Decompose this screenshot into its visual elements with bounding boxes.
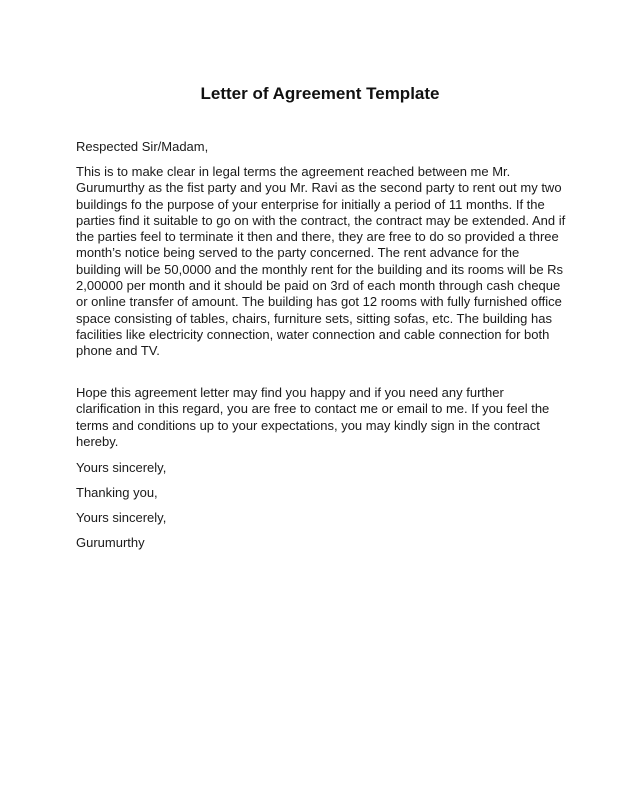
closing-yours-sincerely-second: Yours sincerely, [76, 510, 167, 525]
salutation: Respected Sir/Madam, [76, 139, 209, 154]
signature-name: Gurumurthy [76, 535, 145, 550]
document-title: Letter of Agreement Template [200, 84, 440, 103]
paragraph-terms: This is to make clear in legal terms the agreement reached between me Mr. Gurumurthy as the fist party and you Mr. Ravi as the second party to rent out my two buildings fo the purpose of your enterprise for initially a period of 11 months. If the parties find it suitable to go on with the contract, the contract may be extended. And if the parties feel to terminate it then and there, they are free to do so provided a three month’s notice being served to the party concerned. The rent advance for the building will be 50,0000 and the monthly rent for the building and its rooms will be Rs 2,00000 per month and it should be paid on 3rd of each month through cash cheque or online transfer of amount. The building has got 12 rooms with fully furnished office space consisting of tables, chairs, furniture sets, sitting sofas, etc. The building has facilities like electricity connection, water connection and cable connection for both phone and TV. [76, 164, 566, 359]
closing-thanking-you: Thanking you, [76, 485, 158, 500]
paragraph-closing-note: Hope this agreement letter may find you happy and if you need any further clarification in this regard, you are free to contact me or email to me. If you feel the terms and conditions up to your expectations, you may kindly sign in the contract hereby. [76, 385, 550, 449]
closing-yours-sincerely: Yours sincerely, [76, 460, 167, 475]
